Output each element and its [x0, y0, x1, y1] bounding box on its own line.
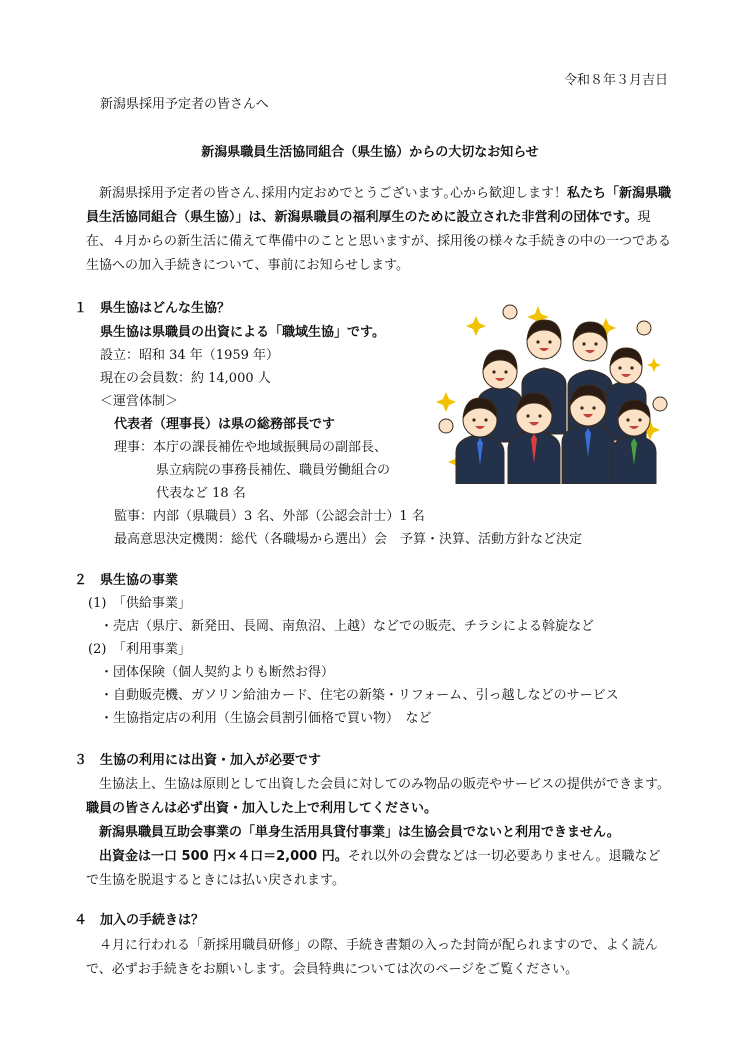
section1-heading: １ 県生協はどんな生協？ — [74, 301, 231, 316]
service-business-label: (2) 「利用事業」 — [88, 642, 191, 657]
section1-subheading: 県生協は県職員の出資による「職域生協」です。 — [100, 325, 385, 340]
section3-paragraph1: 生協法上、生協は原則として出資した会員に対してのみ物品の販売やサービスの提供ができます。職員の皆さんは必ず出資・加入した上で利用してください。 — [86, 777, 670, 816]
section4-body: ４月に行われる「新採用職員研修」の際、手続き書類の入った封筒が配られますので、よく読んで、必ずお手続きをお願いします。会員特典については次のページをご覧ください。 — [86, 938, 658, 977]
member-count: 現在の会員数：約 14,000 人 — [100, 371, 271, 386]
directors-line2: 県立病院の事務長補佐、職員労働組合の — [156, 463, 391, 478]
section3-paragraph2: 新潟県職員互助会事業の「単身生活用具貸付事業」は生協会員でないと利用できません。 — [99, 825, 620, 840]
service-business-line1: ・団体保険（個人契約よりも断然お得） — [100, 665, 335, 680]
supply-business-label: (1) 「供給事業」 — [88, 596, 191, 611]
section3-heading: ３ 生協の利用には出資・加入が必要です — [74, 753, 322, 768]
directors-line1: 理事：本庁の課長補佐や地域振興局の副部長、 — [114, 440, 388, 455]
directors-line3: 代表など 18 名 — [156, 486, 246, 501]
service-business-line2: ・自動販売機、ガソリン給油カード、住宅の新築・リフォーム、引っ越しなどのサービス — [100, 688, 619, 703]
org-label: ＜運営体制＞ — [100, 394, 179, 409]
section4-heading: ４ 加入の手続きは？ — [74, 913, 205, 928]
cheering-staff-illustration — [430, 292, 670, 484]
section2-heading: ２ 県生協の事業 — [74, 573, 179, 588]
intro-text: 新潟県採用予定者の皆さん､採用内定おめでとうございます｡心から歓迎します！ — [99, 186, 568, 201]
auditors: 監事：内部（県職員）3 名、外部（公認会計士）1 名 — [114, 509, 425, 524]
salutation: 新潟県採用予定者の皆さんへ — [100, 97, 269, 112]
intro-bold-text: 私たち「新潟県職員生活協同組合（県生協）」は、新潟県職員の福利厚生のために設立された非営利の団体です。 — [86, 186, 672, 225]
representative: 代表者（理事長）は県の総務部長です — [114, 417, 336, 432]
service-business-line3: ・生協指定店の利用（生協会員割引価格で買い物） など — [100, 711, 432, 726]
established: 設立：昭和 34 年（1959 年） — [100, 348, 280, 363]
section3-paragraph3: 出資金は一口 500 円×４口＝2,000 円。それ以外の会費などは一切必要ありません。退職などで生協を脱退するときには払い戻されます。 — [86, 849, 661, 888]
supply-business-line: ・売店（県庁、新発田、長岡、南魚沼、上越）などでの販売、チラシによる斡旋など — [100, 619, 595, 634]
supreme-body: 最高意思決定機関：総代（各職場から選出）会 予算・決算、活動方針など決定 — [114, 532, 583, 547]
section3-body — [86, 773, 672, 893]
intro-rest-text: 現在、４月からの新生活に備えて準備中のことと思いますが、採用後の様々な手続きの中の一つである生協への加入手続きについて、事前にお知らせします。 — [86, 210, 672, 273]
intro-paragraph — [86, 182, 672, 278]
page-title: 新潟県職員生活協同組合（県生協）からの大切なお知らせ — [201, 145, 539, 160]
date: 令和８年３月吉日 — [563, 73, 668, 88]
